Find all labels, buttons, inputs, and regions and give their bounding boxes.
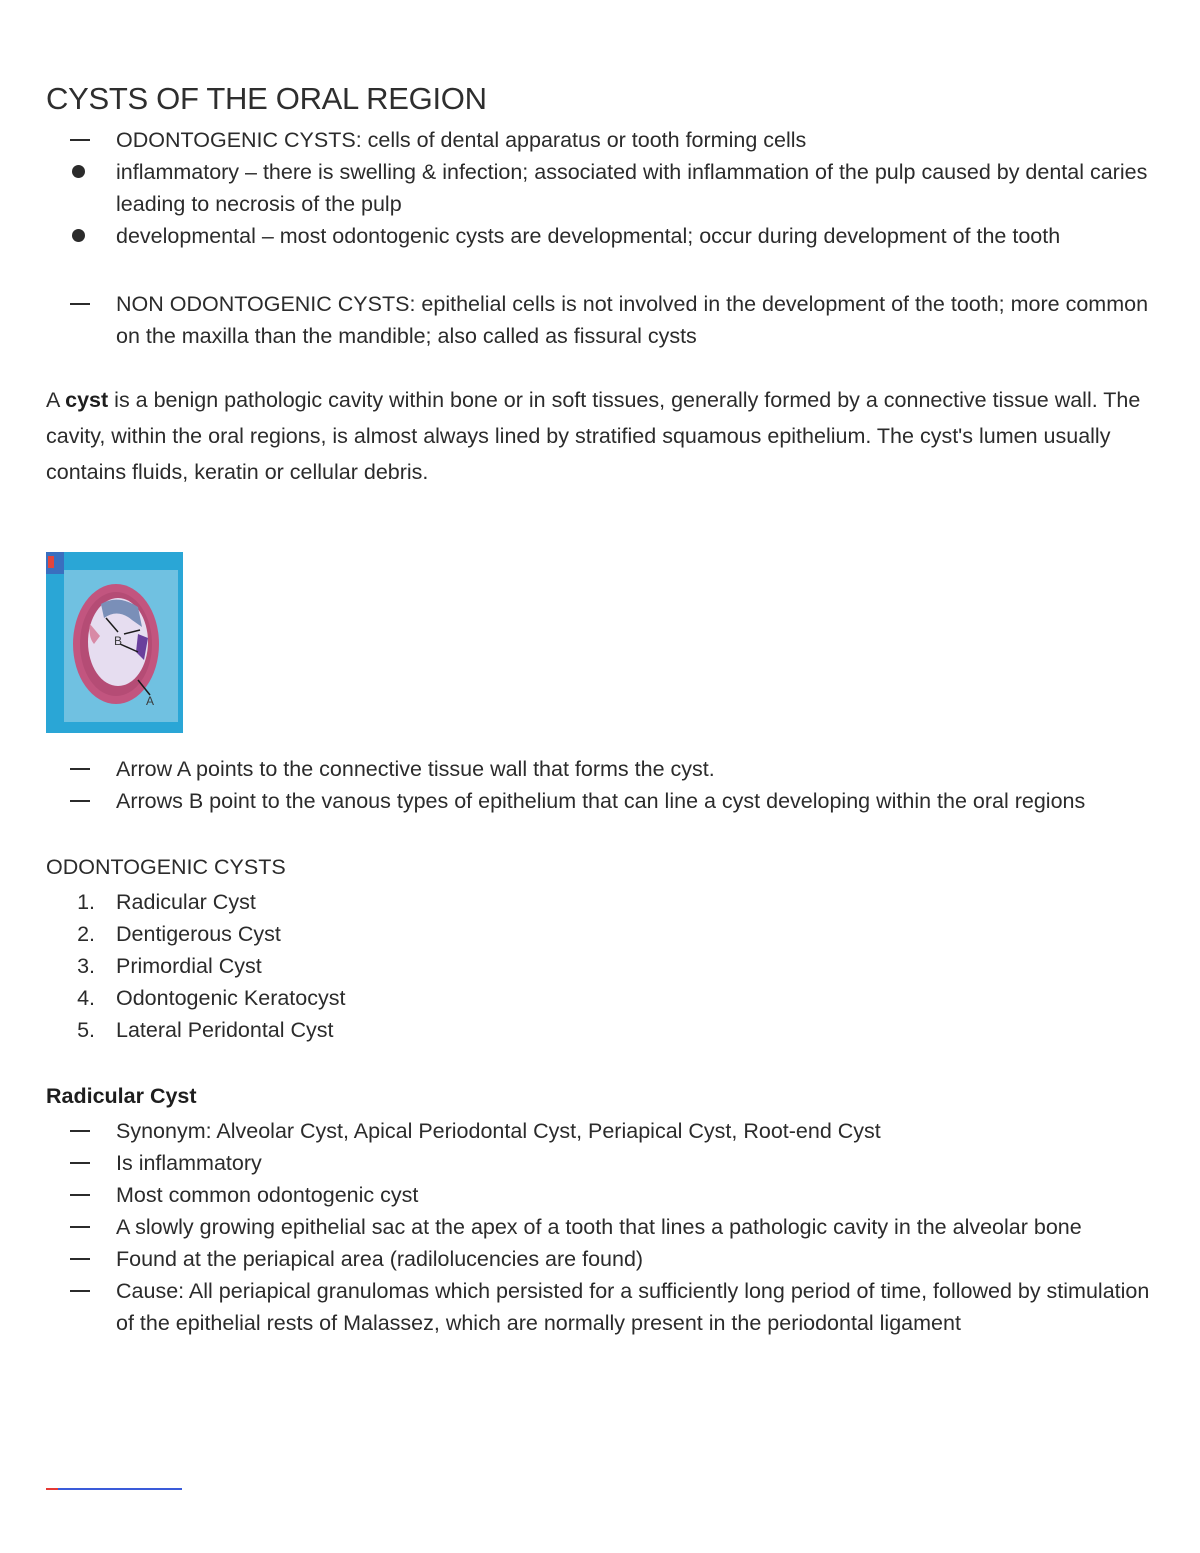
list-item [46, 156, 1156, 220]
list-item-text: inflammatory – there is swelling & infection; associated with inflammation of the pulp caused by dental caries leading to necrosis of the pulp [116, 160, 1148, 216]
label-b: B [114, 634, 123, 648]
list-item [46, 124, 1156, 156]
figure-corner-mark-red [48, 556, 54, 568]
list-item-text: Primordial Cyst [116, 954, 262, 978]
list-item [46, 1147, 1156, 1179]
list-item [46, 1275, 1156, 1339]
list-item [46, 220, 1156, 252]
dash-bullet-icon [46, 1115, 106, 1147]
list-item-text: Synonym: Alveolar Cyst, Apical Periodontal Cyst, Periapical Cyst, Root-end Cyst [116, 1119, 881, 1143]
dash-bullet-icon [46, 1179, 106, 1211]
document-page [46, 80, 1156, 1339]
dash-bullet-icon [46, 785, 106, 817]
footer-divider [46, 1488, 182, 1490]
list-number: 5. [77, 1018, 95, 1042]
dash-bullet-icon [46, 753, 106, 785]
list-item-text: Arrows B point to the vanous types of epithelium that can line a cyst developing within the oral regions [116, 789, 1086, 813]
list-item [46, 886, 1156, 918]
list-item-text: Odontogenic Keratocyst [116, 986, 346, 1010]
list-item-text: Radicular Cyst [116, 890, 256, 914]
dash-bullet-icon [46, 288, 106, 320]
list-item [46, 1179, 1156, 1211]
definition-bold-term: cyst [65, 388, 109, 412]
odontogenic-list [46, 886, 1156, 1046]
dash-bullet-icon [46, 1211, 106, 1243]
classification-list-2 [46, 288, 1156, 352]
dash-bullet-icon [46, 124, 106, 156]
spacer [46, 252, 1156, 288]
list-item-text: Lateral Peridontal Cyst [116, 1018, 334, 1042]
list-number: 3. [77, 954, 95, 978]
figure-notes-list [46, 753, 1156, 817]
list-number: 4. [77, 986, 95, 1010]
list-item [46, 785, 1156, 817]
definition-text: is a benign pathologic cavity within bone or in soft tissues, generally formed by a connective tissue wall. The cavity, within the oral regions, is almost always lined by stratified squamous epithelium. The cyst's lumen usually contains fluids, keratin or cellular debris. [46, 388, 1141, 484]
list-item-text: developmental – most odontogenic cysts are developmental; occur during development of the tooth [116, 224, 1061, 248]
list-item [46, 918, 1156, 950]
radicular-list [46, 1115, 1156, 1339]
list-item [46, 1211, 1156, 1243]
list-number: 2. [77, 922, 95, 946]
list-item-text: Cause: All periapical granulomas which persisted for a sufficiently long period of time, followed by stimulation of the epithelial rests of Malassez, which are normally present in the periodontal ligament [116, 1279, 1150, 1335]
odontogenic-heading: ODONTOGENIC CYSTS [46, 855, 286, 879]
list-item [46, 982, 1156, 1014]
cyst-diagram-image [46, 552, 183, 733]
list-item-text: Found at the periapical area (radilolucencies are found) [116, 1247, 644, 1271]
list-item [46, 1014, 1156, 1046]
list-number: 1. [77, 890, 95, 914]
label-a: A [146, 694, 155, 708]
list-item-text: Dentigerous Cyst [116, 922, 281, 946]
cyst-definition [46, 382, 1156, 490]
dash-bullet-icon [46, 1147, 106, 1179]
list-item [46, 288, 1156, 352]
list-item [46, 753, 1156, 785]
dot-bullet-icon [46, 220, 106, 252]
classification-list [46, 124, 1156, 252]
list-item-text: ODONTOGENIC CYSTS: cells of dental apparatus or tooth forming cells [116, 128, 807, 152]
list-item-text: A slowly growing epithelial sac at the apex of a tooth that lines a pathologic cavity in the alveolar bone [116, 1215, 1082, 1239]
radicular-cyst-heading: Radicular Cyst [46, 1084, 197, 1108]
list-item [46, 1115, 1156, 1147]
list-item [46, 1243, 1156, 1275]
list-item-text: Most common odontogenic cyst [116, 1183, 419, 1207]
list-item-text: Arrow A points to the connective tissue wall that forms the cyst. [116, 757, 715, 781]
list-item [46, 950, 1156, 982]
dot-bullet-icon [46, 156, 106, 188]
definition-prefix: A [46, 388, 66, 412]
dash-bullet-icon [46, 1275, 106, 1307]
list-item-text: Is inflammatory [116, 1151, 262, 1175]
list-item-text: NON ODONTOGENIC CYSTS: epithelial cells is not involved in the development of the tooth; more common on the maxilla than the mandible; also called as fissural cysts [116, 292, 1149, 348]
page-title: CYSTS OF THE ORAL REGION [46, 81, 487, 116]
dash-bullet-icon [46, 1243, 106, 1275]
